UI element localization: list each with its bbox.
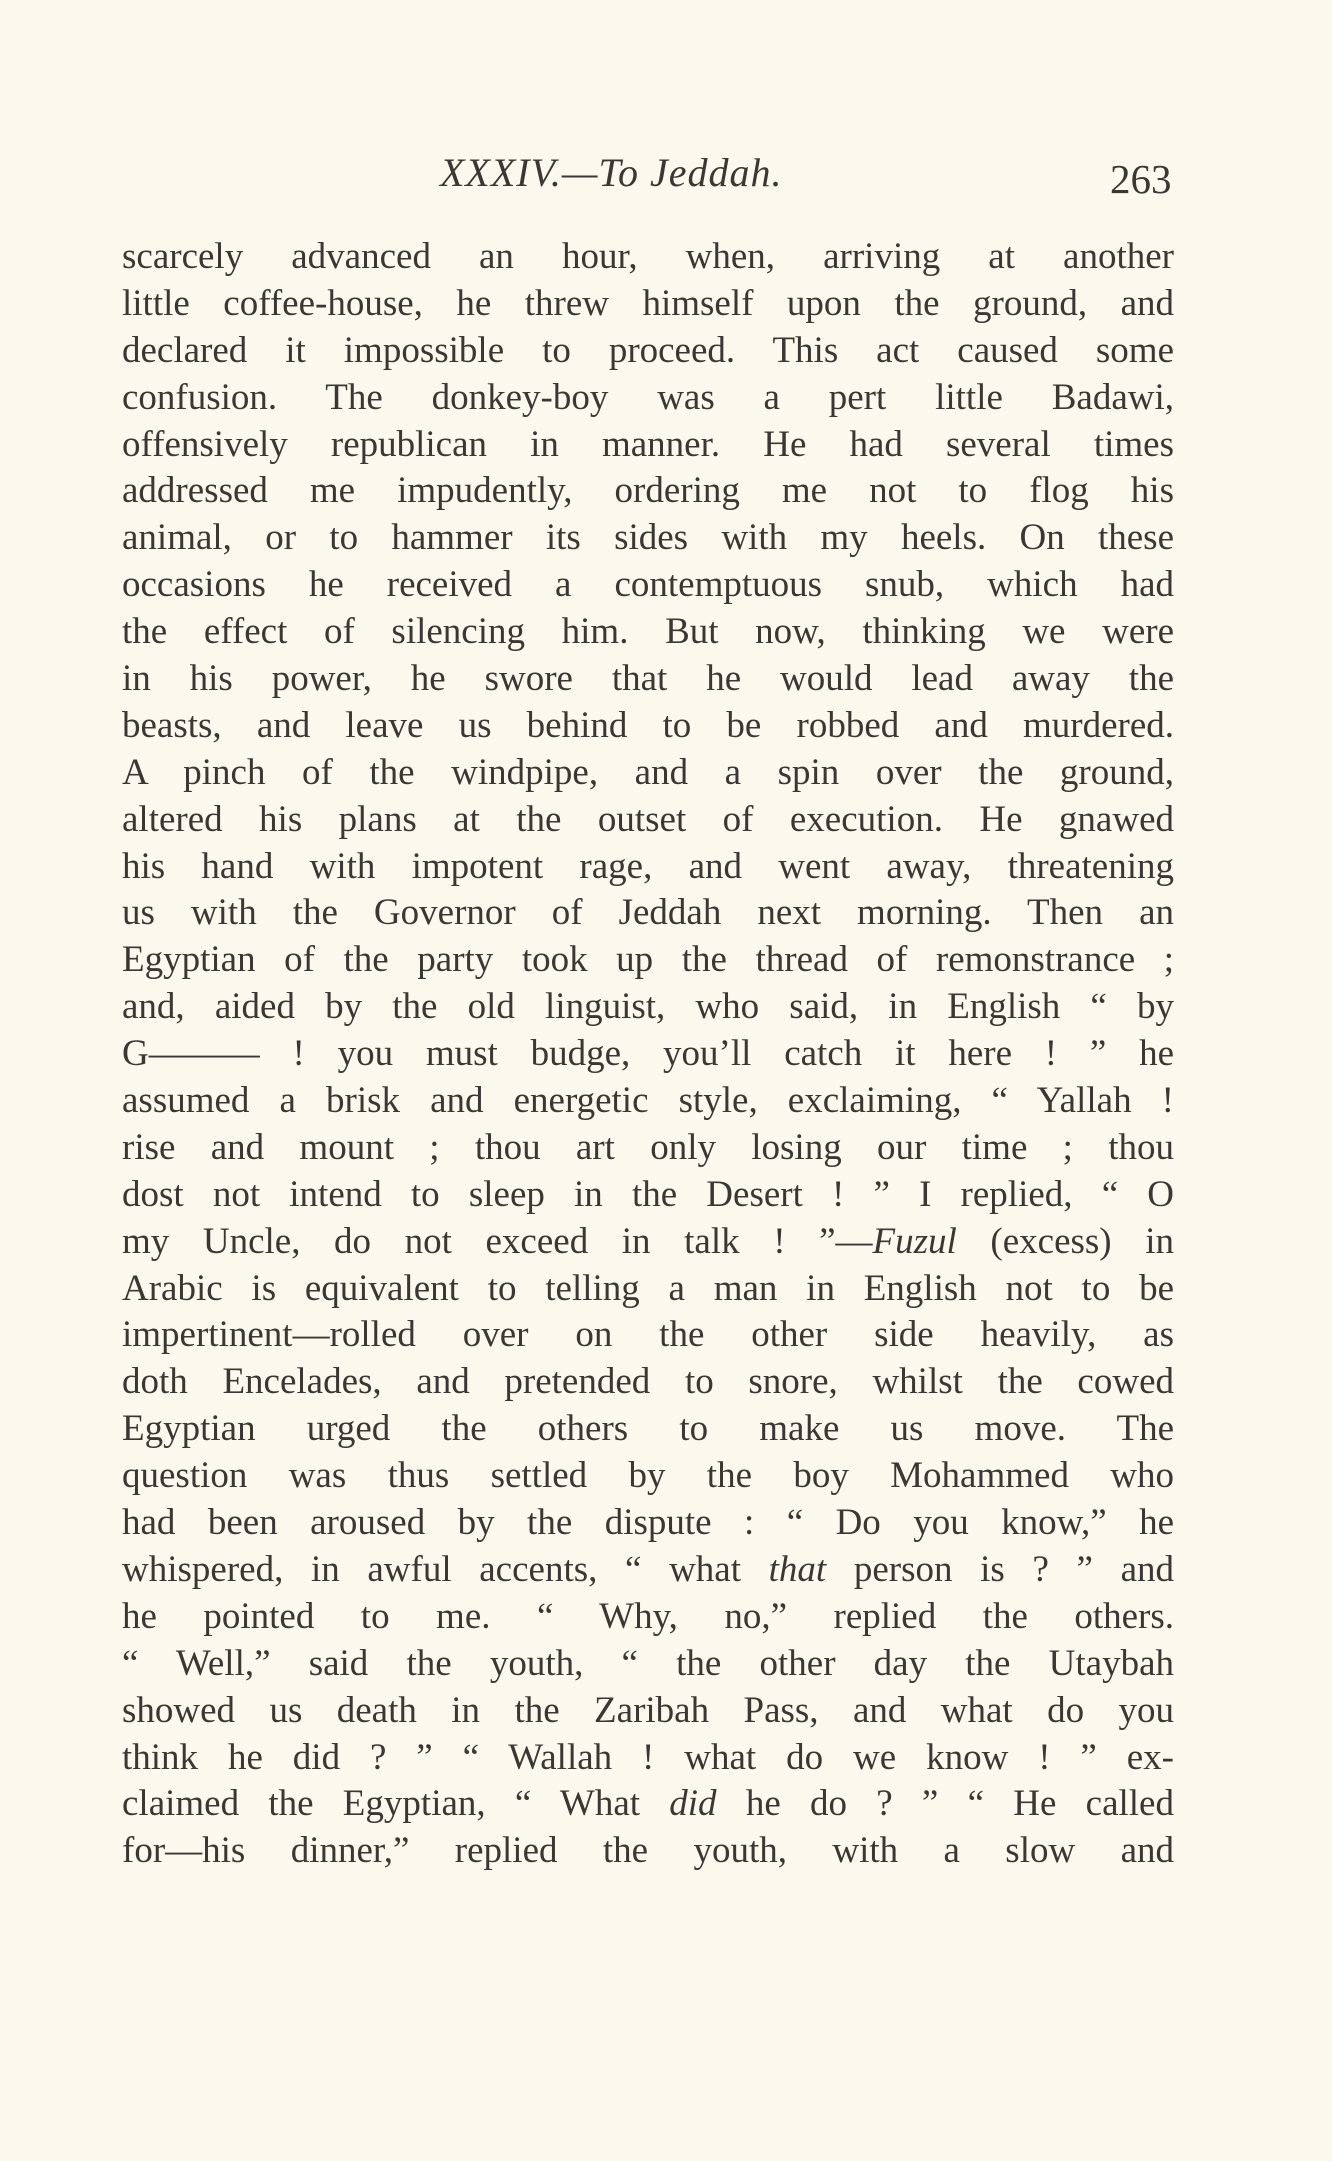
text-segment: impertinent—rolled over on the other side heavily, as bbox=[122, 1314, 1174, 1356]
text-segment: had been aroused by the dispute : “ Do you know,” he bbox=[122, 1502, 1174, 1544]
text-segment: he do ? ” “ He called bbox=[716, 1783, 1174, 1825]
text-line bbox=[122, 515, 1174, 562]
text-line bbox=[122, 1547, 1174, 1594]
text-line bbox=[122, 984, 1174, 1031]
text-segment: his hand with impotent rage, and went away, threatening bbox=[122, 845, 1174, 887]
text-segment: (excess) in bbox=[956, 1220, 1174, 1262]
text-line bbox=[122, 1500, 1174, 1547]
text-segment: offensively republican in manner. He had several times bbox=[122, 423, 1174, 465]
text-segment: my Uncle, do not exceed in talk ! ”— bbox=[122, 1220, 873, 1262]
text-segment: “ Well,” said the youth, “ the other day the Utaybah bbox=[122, 1642, 1174, 1684]
text-line bbox=[122, 1453, 1174, 1500]
italic-word: Fuzul bbox=[872, 1220, 957, 1262]
text-segment: addressed me impudently, ordering me not to flog his bbox=[122, 470, 1174, 512]
text-line bbox=[122, 1406, 1174, 1453]
text-line bbox=[122, 562, 1174, 609]
italic-word: did bbox=[669, 1783, 717, 1825]
text-segment: scarcely advanced an hour, when, arriving at another bbox=[122, 236, 1174, 277]
text-segment: confusion. The donkey-boy was a pert little Badawi, bbox=[122, 376, 1174, 418]
text-segment: he pointed to me. “ Why, no,” replied the others. bbox=[122, 1595, 1174, 1637]
text-segment: Egyptian urged the others to make us move. The bbox=[122, 1408, 1174, 1450]
text-segment: Arabic is equivalent to telling a man in English not to be bbox=[122, 1267, 1174, 1309]
text-segment: Egyptian of the party took up the thread of remonstrance ; bbox=[122, 939, 1174, 981]
page-number: 263 bbox=[1110, 156, 1172, 202]
running-title: XXXIV.—To Jeddah. bbox=[440, 150, 783, 195]
text-segment: occasions he received a contemptuous snub, which had bbox=[122, 564, 1174, 606]
text-line bbox=[122, 703, 1174, 750]
text-segment: doth Encelades, and pretended to snore, whilst the cowed bbox=[122, 1361, 1174, 1403]
text-segment: assumed a brisk and energetic style, exclaiming, “ Yallah ! bbox=[122, 1080, 1174, 1122]
text-segment: the effect of silencing him. But now, thinking we were bbox=[122, 611, 1174, 653]
text-line bbox=[122, 1172, 1174, 1219]
text-segment: A pinch of the windpipe, and a spin over the ground, bbox=[122, 751, 1174, 793]
text-line bbox=[122, 1078, 1174, 1125]
text-line bbox=[122, 1735, 1174, 1782]
text-line bbox=[122, 328, 1174, 375]
text-line bbox=[122, 375, 1174, 422]
text-line bbox=[122, 656, 1174, 703]
text-line bbox=[122, 844, 1174, 891]
text-line bbox=[122, 937, 1174, 984]
text-segment: us with the Governor of Jeddah next morning. Then an bbox=[122, 892, 1174, 934]
text-segment: in his power, he swore that he would lead away the bbox=[122, 658, 1174, 700]
text-segment: person is ? ” and bbox=[826, 1548, 1174, 1590]
text-segment: for—his dinner,” replied the youth, with a slow and bbox=[122, 1830, 1174, 1872]
text-segment: claimed the Egyptian, “ What bbox=[122, 1783, 670, 1825]
text-line bbox=[122, 281, 1174, 328]
text-segment: think he did ? ” “ Wallah ! what do we know ! ” ex- bbox=[122, 1736, 1174, 1778]
text-line bbox=[122, 1828, 1174, 1875]
text-line bbox=[122, 1125, 1174, 1172]
text-segment: question was thus settled by the boy Mohammed who bbox=[122, 1455, 1174, 1497]
text-segment: whispered, in awful accents, “ what bbox=[122, 1548, 769, 1590]
text-line bbox=[122, 1781, 1174, 1828]
text-segment: beasts, and leave us behind to be robbed and murdered. bbox=[122, 704, 1174, 746]
text-line bbox=[122, 422, 1174, 469]
text-line bbox=[122, 609, 1174, 656]
text-segment: rise and mount ; thou art only losing our time ; thou bbox=[122, 1126, 1174, 1168]
text-line bbox=[122, 797, 1174, 844]
italic-word: that bbox=[768, 1548, 827, 1590]
text-line bbox=[122, 750, 1174, 797]
text-line bbox=[122, 1594, 1174, 1641]
text-line bbox=[122, 890, 1174, 937]
text-segment: showed us death in the Zaribah Pass, and what do you bbox=[122, 1689, 1174, 1731]
text-line bbox=[122, 1219, 1174, 1266]
running-head bbox=[0, 148, 1332, 208]
text-segment: G——— ! you must budge, you’ll catch it here ! ” he bbox=[122, 1033, 1174, 1075]
text-line bbox=[122, 1031, 1174, 1078]
text-segment: dost not intend to sleep in the Desert ! ” I replied, “ O bbox=[122, 1173, 1174, 1215]
text-line bbox=[122, 234, 1174, 281]
text-line bbox=[122, 1312, 1174, 1359]
text-line bbox=[122, 1688, 1174, 1735]
body-text bbox=[122, 234, 1174, 1875]
text-segment: altered his plans at the outset of execution. He gnawed bbox=[122, 798, 1174, 840]
text-line bbox=[122, 468, 1174, 515]
text-segment: little coffee-house, he threw himself upon the ground, and bbox=[122, 282, 1174, 324]
text-line bbox=[122, 1266, 1174, 1313]
text-segment: and, aided by the old linguist, who said, in English “ by bbox=[122, 986, 1174, 1028]
text-line bbox=[122, 1359, 1174, 1406]
text-segment: declared it impossible to proceed. This act caused some bbox=[122, 329, 1174, 371]
text-line bbox=[122, 1641, 1174, 1688]
text-segment: animal, or to hammer its sides with my heels. On these bbox=[122, 517, 1174, 559]
